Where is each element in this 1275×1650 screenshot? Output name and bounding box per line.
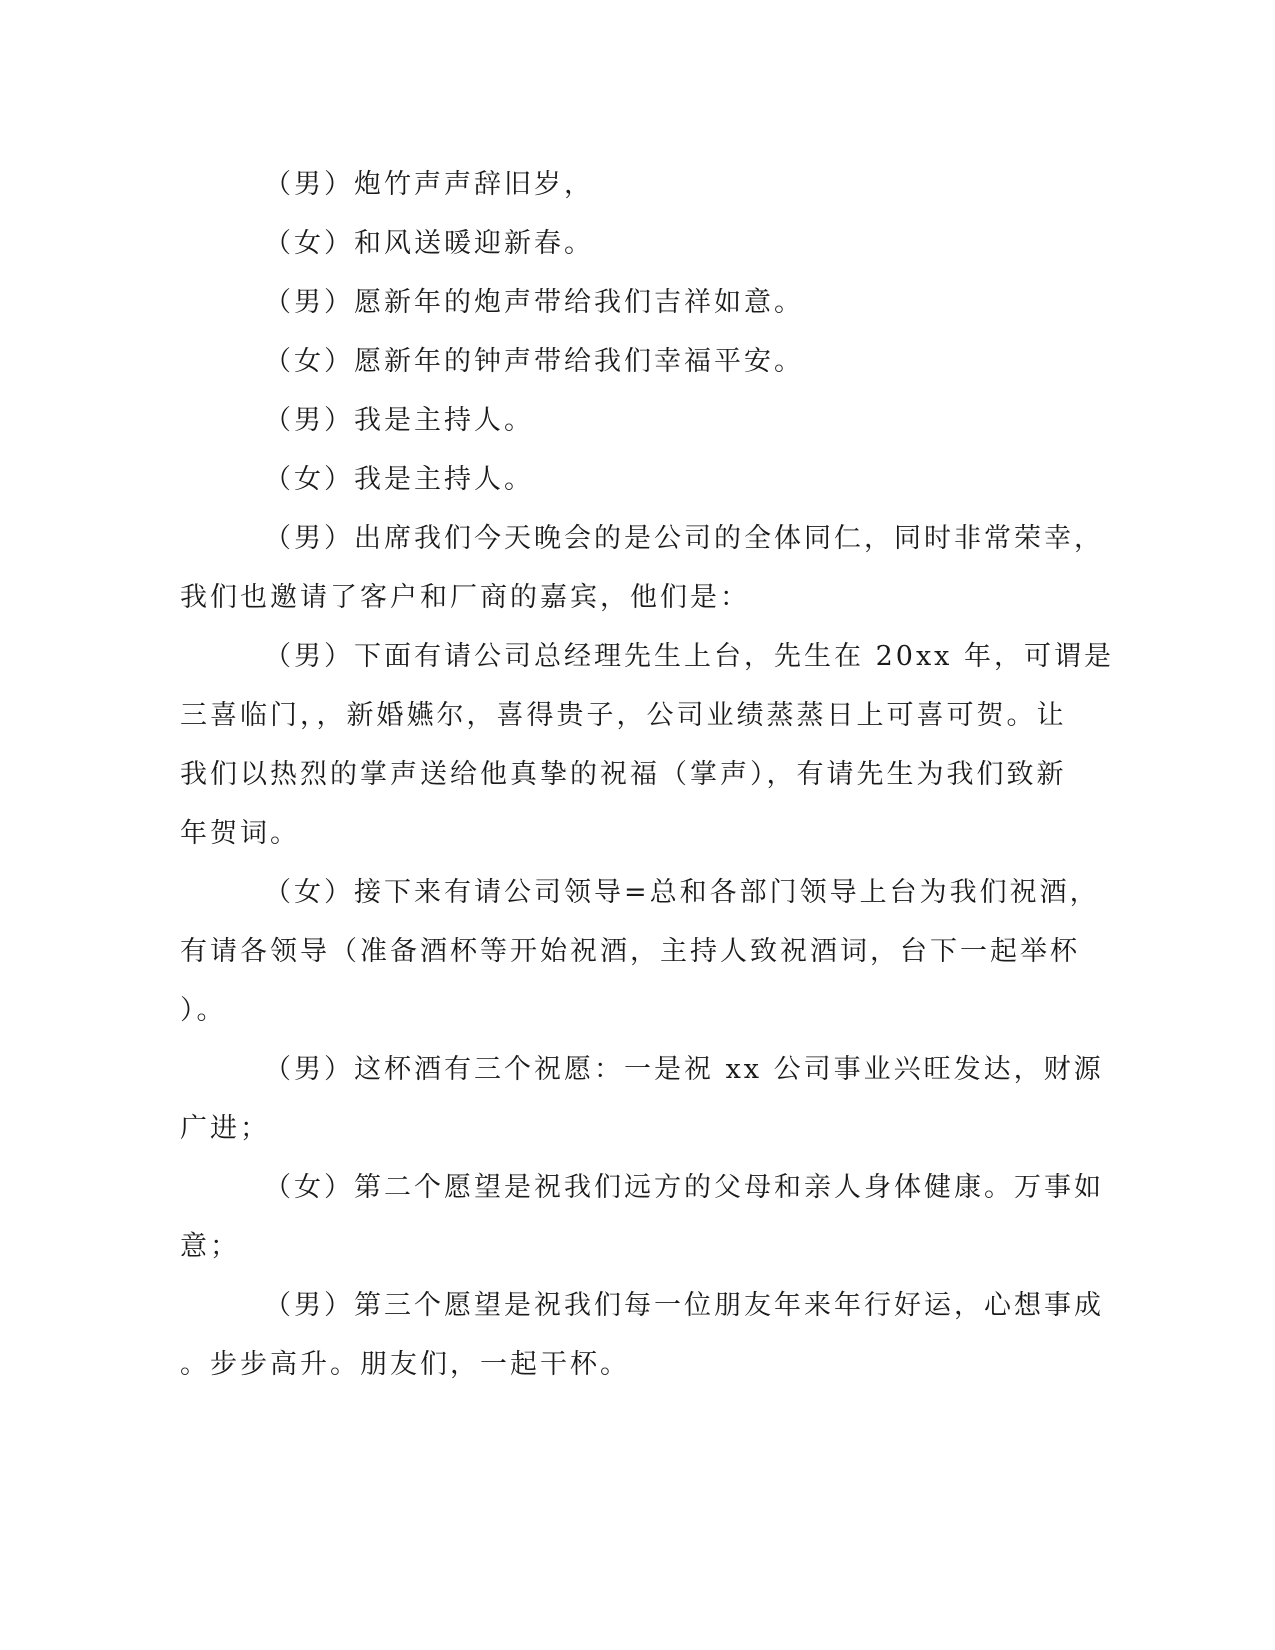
text-line: 。步步高升。朋友们，一起干杯。 — [180, 1349, 630, 1380]
paragraph — [180, 509, 1104, 627]
document-body — [180, 155, 1114, 1394]
paragraph — [180, 214, 1030, 273]
text-line: （男）第三个愿望是祝我们每一位朋友年来年行好运，心想事成 — [264, 1290, 1104, 1321]
paragraph — [180, 332, 1030, 391]
paragraph — [180, 450, 1030, 509]
text-line: 意； — [180, 1231, 240, 1262]
paragraph — [180, 1040, 1104, 1158]
text-line: （女）第二个愿望是祝我们远方的父母和亲人身体健康。万事如 — [264, 1172, 1104, 1203]
paragraph — [180, 273, 1030, 332]
paragraph — [180, 1158, 1104, 1276]
text-line: （男）下面有请公司总经理先生上台，先生在 20xx 年，可谓是 — [264, 641, 1114, 672]
text-line: ）。 — [180, 995, 227, 1026]
text-line: （男）出席我们今天晚会的是公司的全体同仁，同时非常荣幸， — [264, 523, 1104, 554]
text-line: 三喜临门，，新婚嬿尔，喜得贵子，公司业绩蒸蒸日上可喜可贺。让 — [180, 700, 1067, 731]
text-line: 我们也邀请了客户和厂商的嘉宾，他们是： — [180, 582, 750, 613]
text-line: （男）愿新年的炮声带给我们吉祥如意。 — [264, 287, 804, 318]
text-line: 年贺词。 — [180, 818, 300, 849]
text-line: （男）我是主持人。 — [264, 405, 534, 436]
text-line: （女）愿新年的钟声带给我们幸福平安。 — [264, 346, 804, 377]
paragraph — [180, 391, 1030, 450]
text-line: （女）我是主持人。 — [264, 464, 534, 495]
text-line: 有请各领导（准备酒杯等开始祝酒，主持人致祝酒词，台下一起举杯 — [180, 936, 1080, 967]
paragraph — [180, 863, 1100, 1040]
text-line: 广进； — [180, 1113, 270, 1144]
text-line: 我们以热烈的掌声送给他真挚的祝福（掌声），有请先生为我们致新 — [180, 759, 1067, 790]
text-line: （女）接下来有请公司领导=总和各部门领导上台为我们祝酒， — [264, 877, 1100, 908]
paragraph — [180, 627, 1114, 863]
text-line: （男）炮竹声声辞旧岁， — [264, 169, 594, 200]
paragraph — [180, 1276, 1104, 1394]
text-line: （女）和风送暖迎新春。 — [264, 228, 594, 259]
paragraph — [180, 155, 1030, 214]
text-line: （男）这杯酒有三个祝愿：一是祝 xx 公司事业兴旺发达，财源 — [264, 1054, 1104, 1085]
